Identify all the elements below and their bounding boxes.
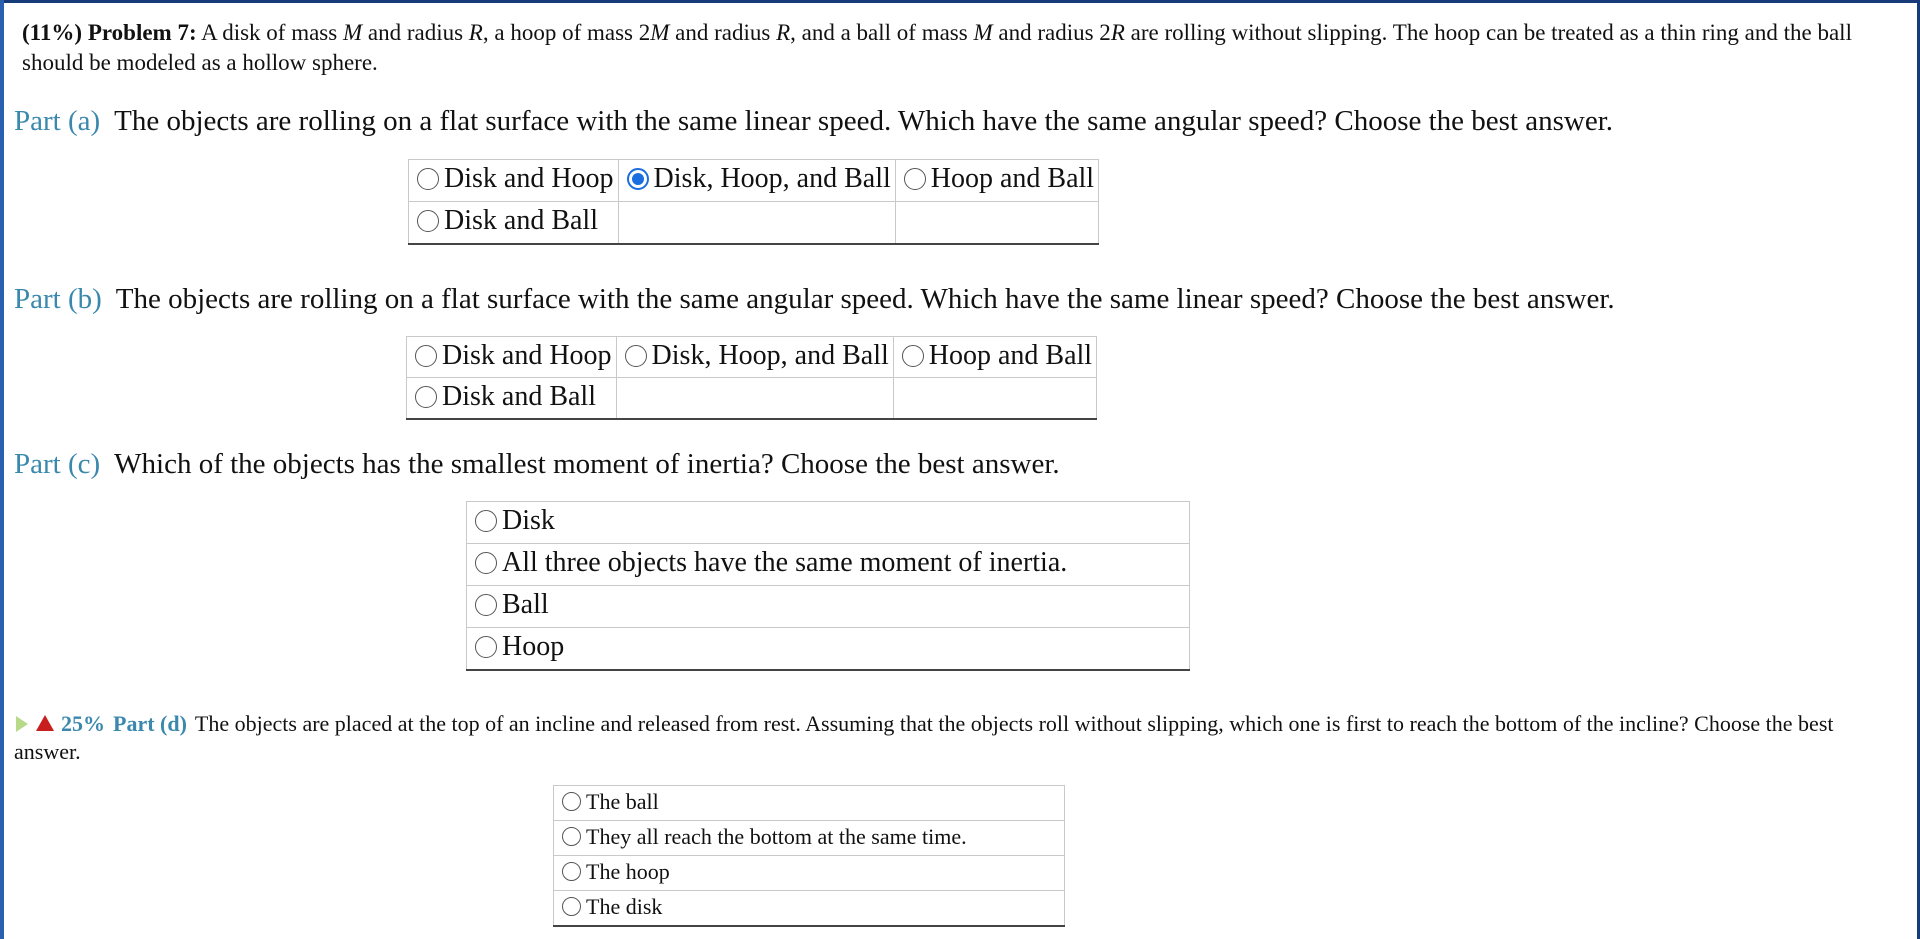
part-c-option-ball[interactable] [475,589,549,621]
part-d-label: Part (d) [113,711,187,736]
option-label: They all reach the bottom at the same time. [586,823,967,849]
var-m: M [650,20,670,45]
part-a-choices [408,159,1099,245]
radio-button[interactable] [475,636,497,658]
part-b-header [14,282,1615,316]
choice-cell [467,544,1190,586]
part-a-question: The objects are rolling on a flat surface with the same linear speed. Which have the same angular speed? Choose the best answer. [114,105,1614,137]
choice-cell-empty [895,202,1098,245]
choice-cell [554,786,1065,821]
choice-cell [618,160,895,202]
choice-cell [554,856,1065,891]
option-label: Disk [502,505,555,536]
choice-cell [467,628,1190,671]
part-d-option-disk[interactable] [562,894,662,920]
problem-text: are rolling without slipping. The hoop can be treated as a thin ring and the ball should be modeled as a hollow sphere. [22,20,1852,75]
choice-cell [554,821,1065,856]
option-label: Disk, Hoop, and Ball [653,163,891,194]
choice-cell [893,337,1096,378]
radio-button[interactable] [904,168,926,190]
part-a-option-disk-hoop[interactable] [417,163,614,195]
part-c-option-all-same[interactable] [475,547,1067,579]
radio-button[interactable] [415,386,437,408]
choice-cell [467,586,1190,628]
window-frame-left [0,0,4,939]
part-c-option-disk[interactable] [475,505,555,537]
var-r: R [1110,20,1125,45]
option-label: Disk and Hoop [444,163,614,194]
part-b-question: The objects are rolling on a flat surface with the same angular speed. Which have the same linear speed? Choose the best answer. [115,283,1615,315]
radio-button[interactable] [475,552,497,574]
choice-cell [409,160,619,202]
option-label: Disk and Ball [444,205,598,236]
part-c-question: Which of the objects has the smallest moment of inertia? Choose the best answer. [114,448,1060,480]
part-d-choices [553,785,1065,927]
problem-text: , and a ball of mass [790,20,974,45]
radio-button[interactable] [562,862,581,881]
option-label: The disk [586,893,663,919]
option-label: Hoop and Ball [930,163,1095,194]
part-a-option-disk-hoop-ball[interactable] [627,163,891,195]
choice-cell [407,337,617,378]
radio-button[interactable] [475,594,497,616]
choice-cell [407,378,617,420]
option-label: Hoop and Ball [928,339,1093,371]
choice-cell [467,502,1190,544]
var-r: R [776,20,791,45]
problem-weight: (11%) [22,20,83,45]
part-b-option-disk-hoop[interactable] [415,340,612,372]
var-m: M [342,20,363,45]
problem-text: and radius [669,20,777,45]
option-label: The ball [586,788,659,814]
radio-button[interactable] [625,345,647,367]
part-d-option-hoop[interactable] [562,859,670,885]
radio-button[interactable] [562,897,581,916]
window-frame-top [0,0,1920,3]
problem-text: and radius [362,20,469,45]
problem-text: , a hoop of mass 2 [482,20,651,45]
problem-label: Problem 7: [87,20,197,45]
radio-button[interactable] [415,345,437,367]
choice-cell-empty [618,202,895,245]
option-label: Disk and Ball [442,380,596,412]
part-b-choices [406,336,1097,420]
choice-cell-empty [616,378,893,420]
radio-button[interactable] [562,827,581,846]
part-c-option-hoop[interactable] [475,631,564,663]
var-r: R [468,20,483,45]
part-a-header [14,104,1613,138]
option-label: Ball [502,589,549,620]
part-d-percent: 25% [61,711,105,736]
warning-icon [36,715,54,731]
part-a-label: Part (a) [14,105,101,137]
radio-button[interactable] [417,210,439,232]
radio-button[interactable] [475,510,497,532]
problem-text: A disk of mass [201,20,343,45]
part-d-header [14,710,1894,766]
part-b-label: Part (b) [14,283,102,315]
option-label: Disk, Hoop, and Ball [651,339,889,371]
choice-cell [616,337,893,378]
problem-statement [22,18,1902,78]
part-a-option-disk-ball[interactable] [417,205,598,237]
var-m: M [973,20,993,45]
option-label: Hoop [502,631,565,662]
radio-button[interactable] [417,168,439,190]
part-c-label: Part (c) [14,448,101,480]
radio-button[interactable] [562,792,581,811]
choice-cell-empty [893,378,1096,420]
part-b-option-disk-hoop-ball[interactable] [625,340,889,372]
radio-button[interactable] [902,345,924,367]
part-b-option-disk-ball[interactable] [415,381,596,413]
part-b-option-hoop-ball[interactable] [902,340,1092,372]
part-d-question: The objects are placed at the top of an incline and released from rest. Assuming that the objects roll without slipping, which one is first to reach the bottom of the incline? Choose the best answer. [14,711,1834,764]
radio-button-selected[interactable] [627,168,649,190]
part-c-choices [466,501,1190,671]
part-c-header [14,447,1060,481]
play-icon[interactable] [16,716,28,732]
part-a-option-hoop-ball[interactable] [904,163,1094,195]
choice-cell [895,160,1098,202]
problem-text: and radius 2 [992,20,1111,45]
choice-cell [554,891,1065,927]
option-label: Disk and Hoop [442,339,612,371]
choice-cell [409,202,619,245]
part-d-option-ball[interactable] [562,789,659,815]
option-label: The hoop [586,858,670,884]
part-d-option-same-time[interactable] [562,824,967,850]
option-label: All three objects have the same moment of inertia. [502,547,1068,578]
